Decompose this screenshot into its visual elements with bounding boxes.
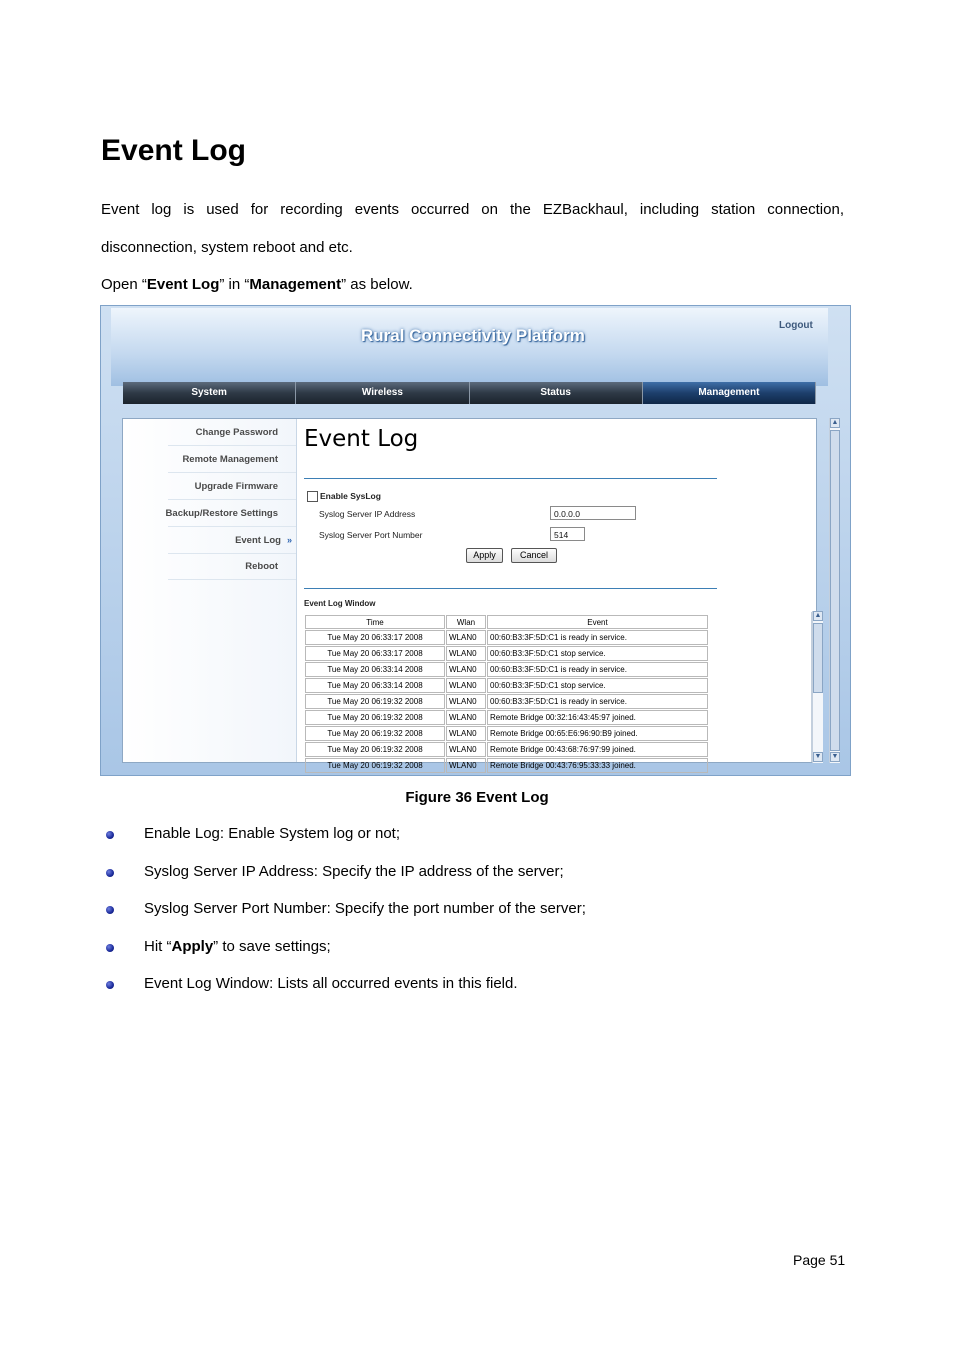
sidebar-divider — [168, 472, 296, 473]
bullet-port-number: Syslog Server Port Number: Specify the port number of the server; — [144, 900, 586, 917]
page-heading: Event Log — [101, 134, 247, 167]
tab-status[interactable]: Status — [470, 382, 643, 404]
log-event-cell: 00:60:B3:3F:5D:C1 stop service. — [487, 678, 708, 693]
log-time-cell: Tue May 20 06:33:14 2008 — [305, 662, 445, 677]
column-header-event: Event — [487, 615, 708, 629]
ip-address-input[interactable]: 0.0.0.0 — [550, 506, 636, 520]
bullet-enable-log: Enable Log: Enable System log or not; — [144, 825, 400, 842]
log-time-cell: Tue May 20 06:19:32 2008 — [305, 726, 445, 741]
event-log-screenshot — [100, 305, 851, 776]
scroll-down-icon[interactable]: ▼ — [814, 753, 822, 760]
log-wlan-cell: WLAN0 — [446, 694, 486, 709]
scroll-thumb[interactable] — [830, 430, 840, 751]
open-item: Event Log — [146, 276, 220, 293]
sidebar-item-change-password[interactable]: Change Password — [195, 427, 278, 438]
log-wlan-cell: WLAN0 — [446, 710, 486, 725]
sidebar-divider — [168, 445, 296, 446]
bullet-apply-suffix: ” to save settings; — [213, 938, 331, 955]
log-wlan-cell: WLAN0 — [446, 742, 486, 757]
log-window-scrollbar[interactable] — [812, 611, 823, 763]
sidebar-item-backup-restore[interactable]: Backup/Restore Settings — [165, 508, 278, 519]
sidebar-item-remote-management[interactable]: Remote Management — [182, 454, 278, 465]
scroll-thumb[interactable] — [813, 623, 823, 693]
open-middle: ” in “ — [219, 276, 250, 293]
bullet-apply — [144, 938, 331, 955]
scroll-up-icon[interactable]: ▲ — [831, 419, 839, 426]
scroll-up-icon[interactable]: ▲ — [814, 612, 822, 619]
tab-wireless[interactable]: Wireless — [296, 382, 469, 404]
log-time-cell: Tue May 20 06:33:17 2008 — [305, 630, 445, 645]
table-row — [305, 758, 708, 773]
sidebar-item-reboot[interactable]: Reboot — [245, 561, 278, 572]
page-number: Page 51 — [793, 1252, 846, 1268]
section-divider — [304, 478, 717, 479]
platform-banner — [111, 308, 828, 386]
enable-syslog-label: Enable SysLog — [320, 491, 381, 501]
sidebar-divider — [168, 553, 296, 554]
log-event-cell: 00:60:B3:3F:5D:C1 is ready in service. — [487, 694, 708, 709]
log-event-cell: 00:60:B3:3F:5D:C1 stop service. — [487, 646, 708, 661]
log-event-cell: 00:60:B3:3F:5D:C1 is ready in service. — [487, 662, 708, 677]
table-row — [305, 662, 708, 677]
enable-syslog-checkbox[interactable] — [307, 491, 318, 502]
log-event-cell: Remote Bridge 00:32:16:43:45:97 joined. — [487, 710, 708, 725]
table-row — [305, 646, 708, 661]
log-time-cell: Tue May 20 06:33:14 2008 — [305, 678, 445, 693]
bullet-icon — [106, 869, 114, 877]
apply-button[interactable]: Apply — [466, 548, 503, 563]
log-event-cell: Remote Bridge 00:65:E6:96:90:B9 joined. — [487, 726, 708, 741]
log-time-cell: Tue May 20 06:19:32 2008 — [305, 758, 445, 773]
bullet-icon — [106, 831, 114, 839]
main-tabs — [123, 382, 816, 404]
log-wlan-cell: WLAN0 — [446, 646, 486, 661]
log-wlan-cell: WLAN0 — [446, 630, 486, 645]
table-row — [305, 630, 708, 645]
bullet-icon — [106, 906, 114, 914]
port-number-label: Syslog Server Port Number — [319, 530, 423, 540]
bullet-icon — [106, 944, 114, 952]
column-header-wlan: Wlan — [446, 615, 486, 629]
page-scrollbar[interactable] — [829, 418, 840, 763]
sidebar-divider — [168, 579, 296, 580]
port-number-input[interactable]: 514 — [550, 527, 585, 541]
log-wlan-cell: WLAN0 — [446, 758, 486, 773]
event-log-window-label: Event Log Window — [304, 599, 376, 608]
log-wlan-cell: WLAN0 — [446, 678, 486, 693]
log-time-cell: Tue May 20 06:19:32 2008 — [305, 710, 445, 725]
sidebar-item-label: Event Log — [235, 535, 281, 546]
event-log-table — [304, 614, 709, 774]
logout-link[interactable]: Logout — [779, 320, 813, 331]
log-time-cell: Tue May 20 06:19:32 2008 — [305, 694, 445, 709]
open-menu: Management — [249, 276, 342, 293]
bullet-apply-prefix: Hit “ — [144, 938, 172, 955]
log-event-cell: Remote Bridge 00:43:68:76:97:99 joined. — [487, 742, 708, 757]
table-row — [305, 726, 708, 741]
log-wlan-cell: WLAN0 — [446, 662, 486, 677]
sidebar-item-upgrade-firmware[interactable]: Upgrade Firmware — [194, 481, 278, 492]
sidebar-divider — [168, 526, 296, 527]
sidebar-divider — [168, 499, 296, 500]
cancel-button[interactable]: Cancel — [511, 548, 557, 563]
scroll-down-icon[interactable]: ▼ — [831, 753, 839, 760]
ip-address-label: Syslog Server IP Address — [319, 509, 416, 519]
table-row — [305, 710, 708, 725]
log-time-cell: Tue May 20 06:33:17 2008 — [305, 646, 445, 661]
intro-line-1: Event log is used for recording events occurred on the EZBackhaul, including station connection, — [101, 201, 844, 218]
event-log-title: Event Log — [304, 426, 419, 452]
table-row — [305, 678, 708, 693]
bullet-icon — [106, 981, 114, 989]
bullet-event-log-window: Event Log Window: Lists all occurred events in this field. — [144, 975, 518, 992]
open-suffix: ” as below. — [341, 276, 413, 293]
bullet-apply-bold: Apply — [171, 938, 214, 955]
bullet-ip-address: Syslog Server IP Address: Specify the IP address of the server; — [144, 863, 564, 880]
double-chevron-right-icon: » — [286, 535, 292, 545]
content-panel — [122, 418, 817, 770]
log-event-cell: 00:60:B3:3F:5D:C1 is ready in service. — [487, 630, 708, 645]
column-header-time: Time — [305, 615, 445, 629]
management-sidebar — [123, 419, 297, 762]
section-divider — [304, 588, 717, 589]
intro-line-2: disconnection, system reboot and etc. — [101, 239, 353, 256]
table-row — [305, 742, 708, 757]
log-time-cell: Tue May 20 06:19:32 2008 — [305, 742, 445, 757]
tab-system[interactable]: System — [123, 382, 296, 404]
sidebar-item-event-log[interactable] — [235, 535, 292, 546]
figure-caption: Figure 36 Event Log — [405, 789, 549, 806]
log-event-cell: Remote Bridge 00:43:76:95:33:33 joined. — [487, 758, 708, 773]
platform-title: Rural Connectivity Platform — [361, 326, 585, 345]
log-wlan-cell: WLAN0 — [446, 726, 486, 741]
event-log-window[interactable] — [304, 614, 709, 770]
open-prefix: Open “ — [101, 276, 147, 293]
open-instruction — [101, 275, 844, 295]
tab-management[interactable]: Management — [643, 382, 816, 404]
table-row — [305, 694, 708, 709]
